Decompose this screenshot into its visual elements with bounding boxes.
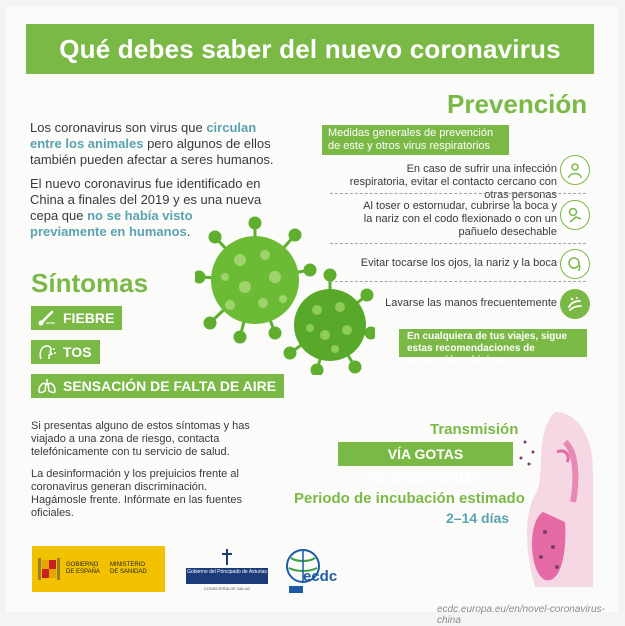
symptom-breath-label: SENSACIÓN DE FALTA DE AIRE xyxy=(63,378,277,394)
lungs-illustration xyxy=(515,412,595,587)
spain-ministry-text: MINISTERIO DE SANIDAD xyxy=(110,562,147,575)
asturias-logo xyxy=(186,548,268,594)
travel-recommendation: En cualquiera de tus viajes, sigue estas recomendaciones de prevención e higiene xyxy=(399,329,587,357)
coronavirus-illustration xyxy=(195,215,375,375)
ecdc-logo xyxy=(281,546,337,596)
prevention-title: Prevención xyxy=(447,89,588,119)
intro-p1-text: Los coronavirus son virus que xyxy=(30,120,207,135)
footer-url: ecdc.europa.eu/en/novel-coronavirus-china xyxy=(437,604,605,626)
incubation-title: Periodo de incubación estimado xyxy=(294,490,525,507)
spain-government-logo xyxy=(32,546,165,592)
symptom-fever xyxy=(31,306,122,330)
face-touch-icon xyxy=(560,249,590,279)
intro-p1-text-end: pero algunos de ellos también pueden afectar a seres humanos. xyxy=(30,136,274,167)
divider xyxy=(330,281,586,282)
symptom-fever-label: FIEBRE xyxy=(63,310,115,326)
transmission-title: Transmisión xyxy=(430,421,519,438)
hand-wash-icon xyxy=(560,289,590,319)
thermometer-icon xyxy=(37,309,57,327)
advice-disinformation-text: La desinformación y los prejuicios frente al coronavirus generan discriminación. Hagámosle frente. Infórmate en las fuentes oficiales. xyxy=(31,468,242,519)
cross-icon xyxy=(221,548,233,566)
divider xyxy=(330,243,586,244)
prevention-item-face: Evitar tocarse los ojos, la nariz y la boca xyxy=(360,257,557,269)
prevention-item-handwash: Lavarse las manos frecuentemente xyxy=(385,297,557,309)
advice-contact-text: Si presentas alguno de estos síntomas y has viajado a una zona de riesgo, contacta telefónicamente con tu servicio de salud. xyxy=(31,420,250,458)
prevention-item-sneeze: Al toser o estornudar, cubrirse la boca y la nariz con el codo flexionado o con un pañuelo desechable xyxy=(363,200,557,238)
intro-p2-highlight: no se había visto previamente en humanos xyxy=(30,208,193,239)
coat-of-arms-icon xyxy=(38,554,60,584)
sneeze-elbow-icon xyxy=(560,200,590,230)
prevention-banner: Medidas generales de prevención de este y otros virus respiratorios xyxy=(322,125,509,155)
asturias-sub: CONSEJERÍA DE SALUD xyxy=(203,586,251,591)
divider xyxy=(330,193,586,194)
intro-p2-text-end: . xyxy=(186,224,191,239)
page-title: Qué debes saber del nuevo coronavirus xyxy=(26,24,594,74)
symptom-cough-label: TOS xyxy=(63,344,92,360)
lungs-icon xyxy=(37,377,57,395)
incubation-value: 2–14 días xyxy=(446,510,510,526)
cough-icon xyxy=(37,343,57,361)
symptom-breath xyxy=(31,374,284,398)
transmission-value: VÍA GOTAS RESPIRATORIAS xyxy=(338,442,513,466)
asturias-name: Gobierno del Principado de Asturias xyxy=(186,568,268,584)
spain-gov-text: GOBIERNO DE ESPAÑA xyxy=(66,562,100,575)
ecdc-text: ecdc xyxy=(303,568,338,585)
intro-p1-highlight: circulan entre los animales xyxy=(30,120,257,151)
prevention-item-distance: En caso de sufrir una infección respiratoria, evitar el contacto cercano con otras personas xyxy=(349,163,557,201)
symptoms-title: Síntomas xyxy=(31,268,149,298)
symptom-cough xyxy=(31,340,100,364)
intro-p2-text: El nuevo coronavirus fue identificado en China a finales del 2019 y es una nueva cepa que xyxy=(30,176,262,223)
person-distance-icon xyxy=(560,155,590,185)
